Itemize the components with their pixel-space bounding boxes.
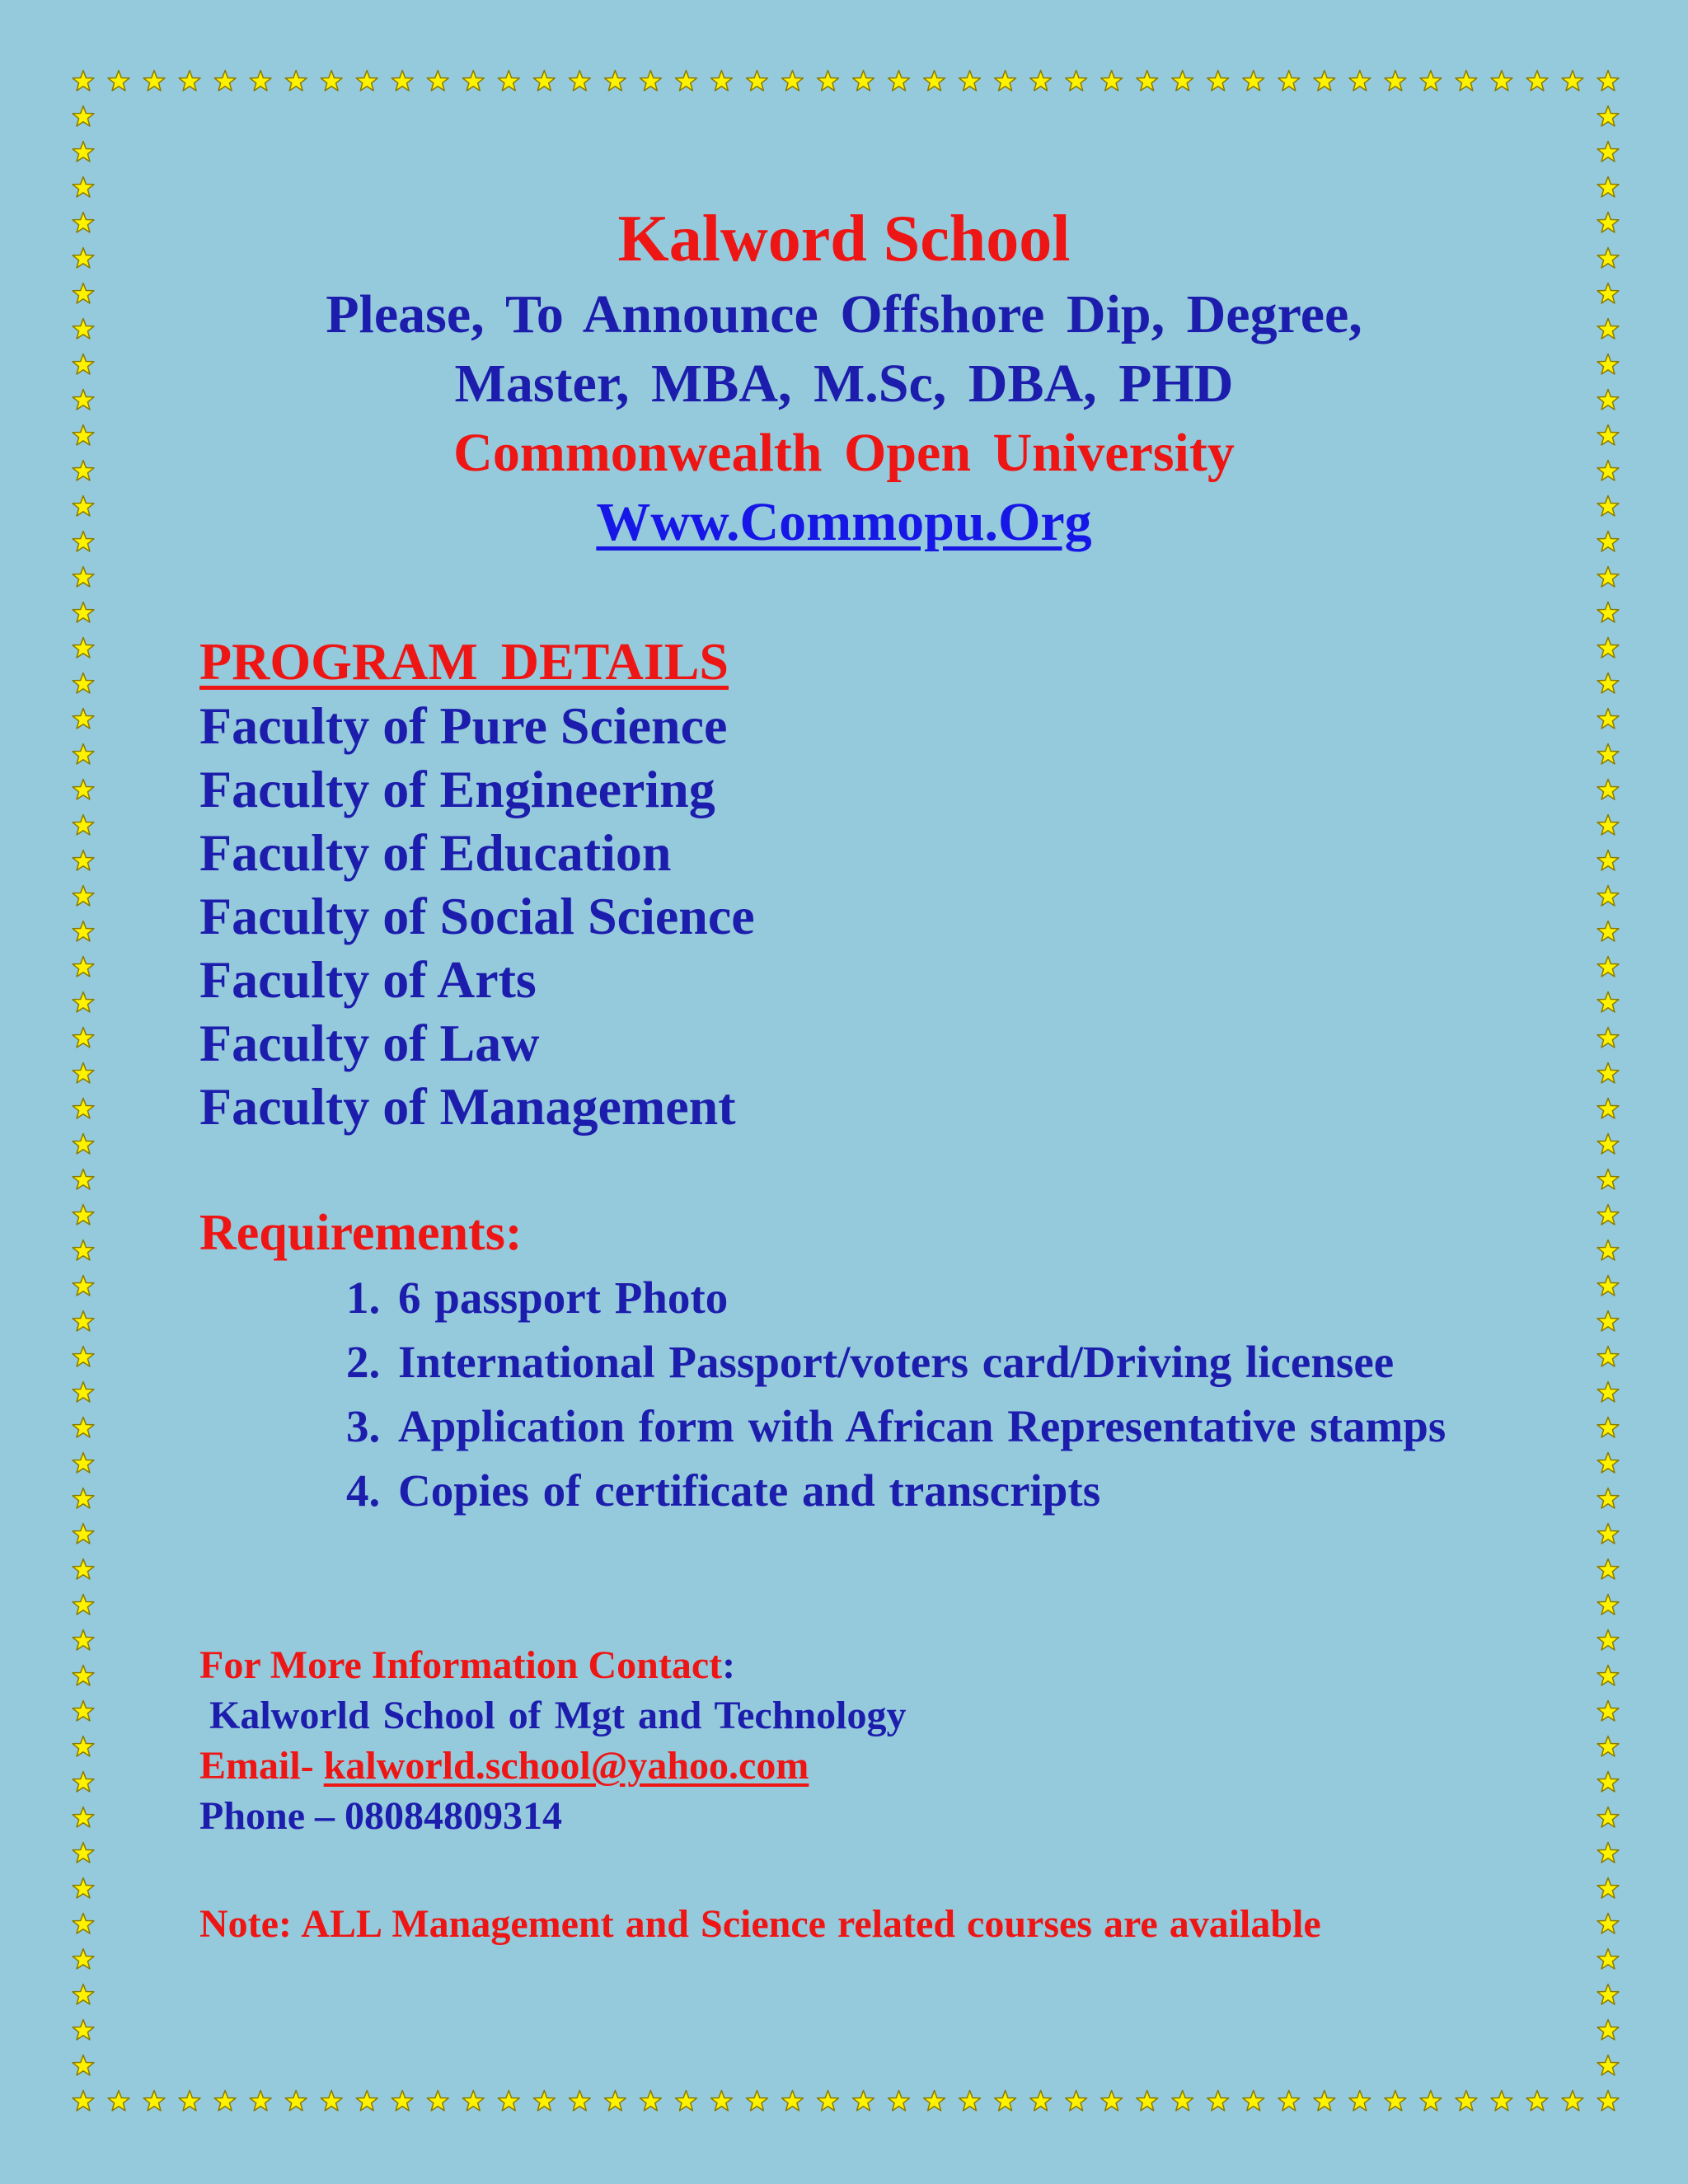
faculty-item: Faculty of Engineering <box>199 760 715 818</box>
contact-email-row <box>199 1741 906 1791</box>
email-label: Email- <box>199 1744 324 1788</box>
requirement-text: 6 passport Photo <box>398 1272 729 1323</box>
requirement-number: 2. <box>346 1337 381 1387</box>
contact-phone: Phone – 08084809314 <box>199 1794 563 1838</box>
faculty-item: Faculty of Arts <box>199 950 537 1009</box>
flyer-header <box>0 198 1688 557</box>
requirement-number: 1. <box>346 1272 381 1323</box>
website-link[interactable]: Www.Commopu.Org <box>596 492 1092 552</box>
requirement-item <box>346 1459 1517 1523</box>
requirements-heading: Requirements: <box>199 1205 523 1261</box>
requirement-item <box>346 1394 1517 1459</box>
contact-organization: Kalworld School of Mgt and Technology <box>209 1694 907 1737</box>
announcement-line-2: Master, MBA, M.Sc, DBA, PHD <box>454 354 1234 414</box>
email-link[interactable]: kalworld.school@yahoo.com <box>323 1744 809 1788</box>
program-details-heading: PROGRAM DETAILS <box>199 632 729 691</box>
requirements-list <box>346 1266 1517 1523</box>
faculty-item: Faculty of Education <box>199 823 672 882</box>
university-name: Commonwealth Open University <box>453 423 1235 483</box>
school-title: Kalword School <box>617 203 1071 275</box>
announcement-line-1: Please, To Announce Offshore Dip, Degree, <box>326 284 1362 344</box>
faculty-item: Faculty of Management <box>199 1077 736 1136</box>
requirement-text: International Passport/voters card/Driving licensee <box>398 1337 1395 1387</box>
requirement-text: Application form with African Representative stamps <box>398 1401 1447 1451</box>
faculty-item: Faculty of Social Science <box>199 887 755 945</box>
requirement-item <box>346 1330 1517 1394</box>
availability-note: Note: ALL Management and Science related courses are available <box>199 1902 1321 1946</box>
contact-section <box>199 1640 906 1841</box>
contact-heading-row <box>199 1640 906 1690</box>
requirement-number: 3. <box>346 1401 381 1451</box>
contact-heading-colon: : <box>722 1643 736 1687</box>
requirement-number: 4. <box>346 1465 381 1516</box>
requirement-item <box>346 1266 1517 1330</box>
faculty-item: Faculty of Law <box>199 1014 540 1072</box>
faculty-list <box>199 694 755 1138</box>
faculty-item: Faculty of Pure Science <box>199 696 728 755</box>
contact-heading: For More Information Contact <box>199 1643 723 1687</box>
requirement-text: Copies of certificate and transcripts <box>398 1465 1101 1516</box>
